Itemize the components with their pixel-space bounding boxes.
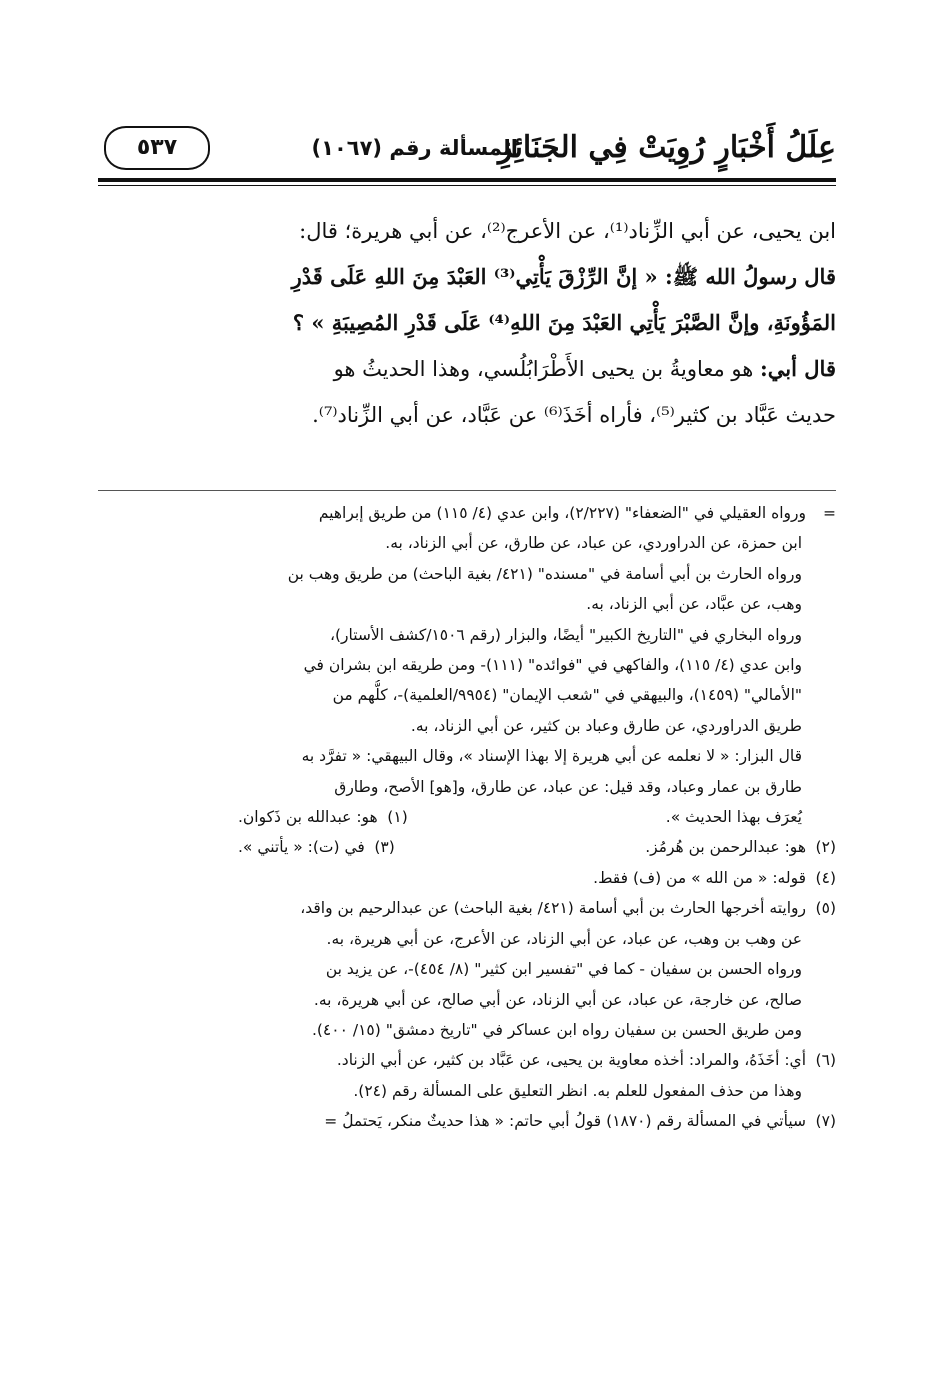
footnote-line <box>98 498 836 528</box>
footnote-line: ابن حمزة، عن الدراوردي، عن عباد، عن طارق، عن أبي الزناد، به. <box>385 534 802 553</box>
main-line: المَؤُونَةِ، وإنَّ الصَّبْرَ يَأْتِي العَبْدَ مِنَ اللهِ⁽⁴⁾ عَلَى قَدْرِ المُصِيبَةِ » ؟ <box>292 310 836 335</box>
book-title: عِلَلُ أَخْبَارٍ رُوِيَتْ فِي الجَنَائِزِ <box>498 130 836 165</box>
footnote-5: (٥)روايته أخرجها الحارث بن أبي أسامة (٤٢١/ بغية الباحث) عن عبدالرحيم بن واقد، <box>300 899 836 918</box>
main-line <box>98 346 836 392</box>
footnote-1: (١)هو: عبدالله بن ذَكوان. <box>238 808 408 827</box>
footnote-line: عن وهب بن وهب، عن عباد، عن أبي الزناد، عن الأعرج، عن أبي هريرة، به. <box>326 929 802 948</box>
speaker-label: قال أبي: <box>760 356 836 381</box>
footnote-separator <box>98 490 836 491</box>
issue-label: المسألة رقم (١٠٦٧) <box>311 136 518 160</box>
footnote-line: ورواه البخاري في "التاريخ الكبير" أيضًا، والبزار (رقم ١٥٠٦/كشف الأستار)، <box>329 625 802 644</box>
main-line: ابن يحيى، عن أبي الزِّناد⁽¹⁾، عن الأعرج⁽²⁾، عن أبي هريرة؛ قال: <box>299 219 836 243</box>
footnote-line: ومن طريق الحسن بن سفيان رواه ابن عساكر في "تاريخ دمشق" (١٥/ ٤٠٠). <box>311 1020 802 1039</box>
page-number-badge: ٥٣٧ <box>104 126 210 170</box>
footnote-7: (٧)سيأتي في المسألة رقم (١٨٧٠) قولُ أبي حاتم: « هذا حديثٌ منكر، يَحتملُ = <box>324 1112 836 1131</box>
footnote-line: وابن عدي (٤/ ١١٥)، والفاكهي في "فوائده" (١١١)- ومن طريقه ابن بشران في <box>303 656 802 675</box>
header-rule-thin <box>98 185 836 186</box>
page-header <box>98 120 836 180</box>
footnote-3: (٣)في (ت): « يأتني ». <box>238 838 395 857</box>
footnote-4: (٤)قوله: « من الله » من (ف) فقط. <box>593 868 836 887</box>
header-rule-thick <box>98 178 836 182</box>
footnote-line: وهذا من حذف المفعول للعلم به. انظر التعليق على المسألة رقم (٢٤). <box>353 1081 802 1100</box>
footnote-pair <box>98 802 836 832</box>
footnote-text: ورواه العقيلي في "الضعفاء" (٢/٢٢٧)، وابن عدي (٤/ ١١٥) من طريق إبراهيم <box>318 504 806 522</box>
footnote-line: ورواه الحسن بن سفيان - كما في "تفسير ابن كثير" (٨/ ٤٥٤)-، عن يزيد بن <box>325 960 802 979</box>
main-line: قال رسولُ الله ﷺ: « إنَّ الرِّزْقَ يَأْتِي⁽³⁾ العَبْدَ مِنَ اللهِ عَلَى قَدْرِ <box>291 264 836 289</box>
footnote-pair <box>98 832 836 862</box>
footnote-2: (٢)هو: عبدالرحمن بن هُرمُز. <box>645 838 836 857</box>
footnote-line: "الأمالي" (١٤٥٩)، والبيهقي في "شعب الإيمان" (٩٩٥٤/العلمية)-، كلُّهم من <box>332 686 802 705</box>
footnote-line: ورواه الحارث بن أبي أسامة في "مسنده" (٤٢١/ بغية الباحث) من طريق وهب بن <box>287 564 802 583</box>
footnote-text: يُعرَف بهذا الحديث ». <box>665 808 802 827</box>
main-line-rest: هو معاويةُ بن يحيى الأَطْرَابُلُسي، وهذا الحديثُ هو <box>333 357 754 381</box>
footnote-6: (٦)أي: أخَذَهُ، والمراد: أخذه معاوية بن يحيى، عن عَبَّاد بن كثير، عن أبي الزناد. <box>336 1051 836 1070</box>
footnote-line: طارق بن عمار وعباد، وقد قيل: عن عباد، عن طارق، و[هو] الأصح، وطارق <box>334 777 802 796</box>
footnote-line: صالح، عن خارجة، عن عباد، عن أبي الزناد، عن أبي صالح، عن أبي هريرة، به. <box>313 990 802 1009</box>
main-line: حديث عَبَّاد بن كثير⁽⁵⁾، فأراه أخَذَ⁽⁶⁾ عن عَبَّاد، عن أبي الزِّناد⁽⁷⁾. <box>312 403 836 427</box>
footnote-line: قال البزار: « لا نعلمه عن أبي هريرة إلا بهذا الإسناد »، وقال البيهقي: « تفرَّد به <box>301 747 802 766</box>
continuation-marker: = <box>823 504 836 522</box>
main-text <box>98 208 836 438</box>
footnote-line: طريق الدراوردي، عن طارق وعباد بن كثير، عن أبي الزناد، به. <box>410 716 802 735</box>
footnote-line: وهب، عن عبَّاد، عن أبي الزناد، به. <box>586 595 802 614</box>
footnotes <box>98 498 836 1137</box>
